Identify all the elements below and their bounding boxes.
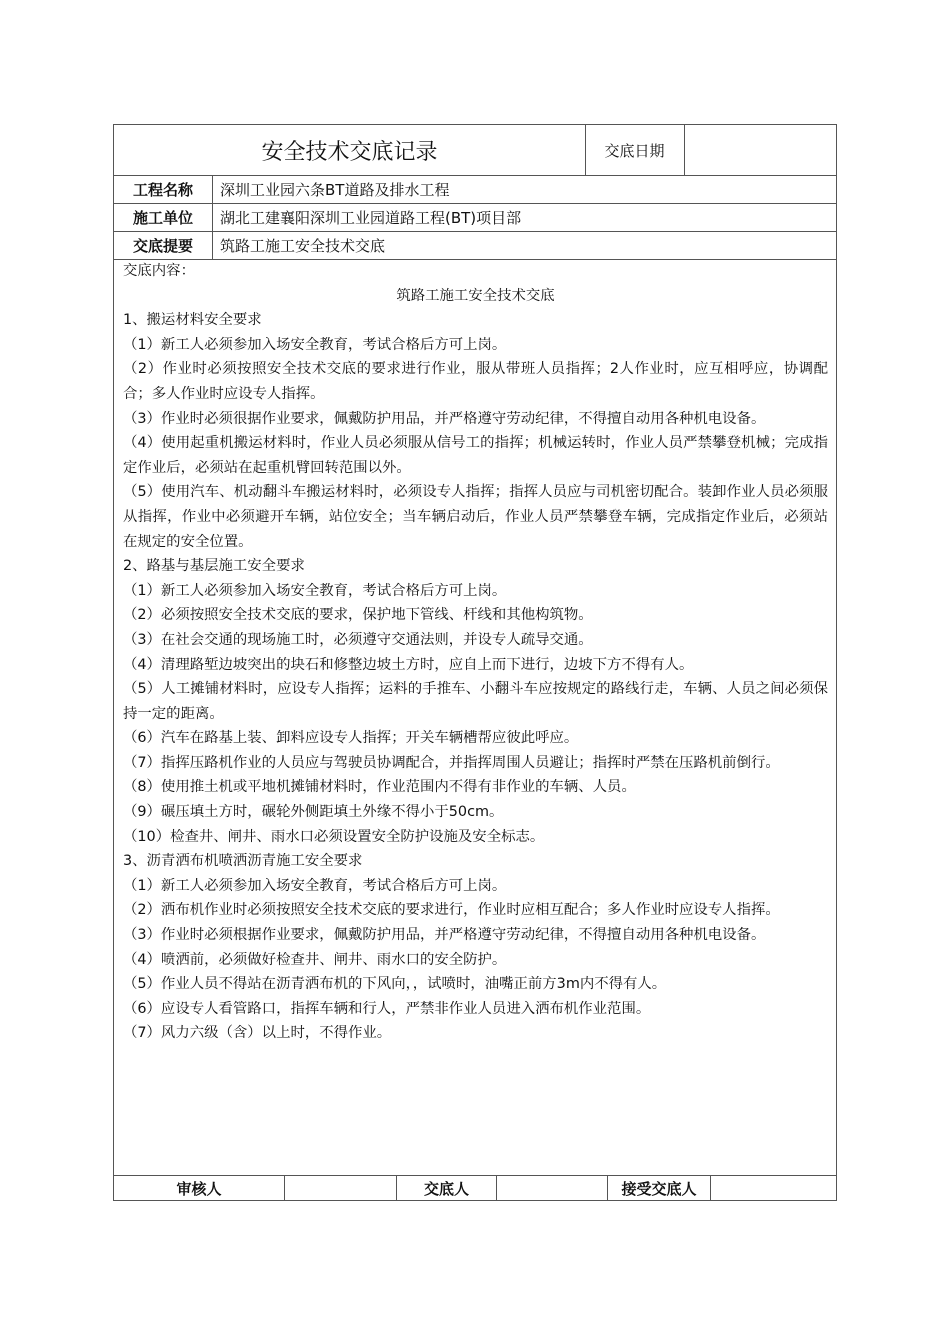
briefing-content (123, 259, 828, 1046)
list-item: （6）应设专人看管路口，指挥车辆和行人，严禁非作业人员进入洒布机作业范围。 (123, 1000, 651, 1017)
briefing-summary-label: 交底提要 (132, 236, 193, 255)
section-heading: 3、沥青洒布机喷洒沥青施工安全要求 (123, 853, 363, 870)
list-item: （5）使用汽车、机动翻斗车搬运材料时，必须设专人指挥；指挥人员应与司机密切配合。装卸作业人员必须服从指挥，作业中必须避开车辆，站位安全；当车辆启动后，作业人员严禁攀登车辆，完成指定作业后，必须站在规定的安全位置。 (123, 484, 828, 550)
list-item: （5）人工摊铺材料时，应设专人指挥；运料的手推车、小翻斗车应按规定的路线行走，车辆、人员之间必须保持一定的距离。 (123, 681, 828, 722)
date-field[interactable] (684, 125, 836, 175)
reviewer-field[interactable] (285, 1176, 396, 1201)
document-title: 安全技术交底记录 (261, 139, 438, 165)
construction-unit-value: 湖北工建襄阳深圳工业园道路工程(BT)项目部 (220, 208, 522, 227)
list-item: （7）指挥压路机作业的人员应与驾驶员协调配合，并指挥周围人员避让；指挥时严禁在压路机前倒行。 (123, 754, 780, 771)
reviewer-label: 审核人 (176, 1180, 222, 1198)
list-item: （2）必须按照安全技术交底的要求，保护地下管线、杆线和其他构筑物。 (123, 607, 593, 624)
list-item: （3）在社会交通的现场施工时，必须遵守交通法则，并设专人疏导交通。 (123, 631, 593, 648)
project-name-label: 工程名称 (132, 180, 193, 199)
list-item: （2）作业时必须按照安全技术交底的要求进行作业，服从带班人员指挥；2人作业时，应互相呼应，协调配合；多人作业时应设专人指挥。 (123, 361, 828, 402)
list-item: （5）作业人员不得站在沥青洒布机的下风向，，试喷时，油嘴正前方3m内不得有人。 (123, 976, 667, 993)
presenter-label: 交底人 (423, 1180, 469, 1198)
receiver-field[interactable] (711, 1176, 836, 1201)
divider (212, 176, 213, 259)
safety-briefing-form (113, 124, 837, 1201)
list-item: （3）作业时必须很据作业要求，佩戴防护用品，并严格遵守劳动纪律，不得擅自动用各种机电设备。 (123, 410, 766, 427)
date-label: 交底日期 (604, 141, 665, 160)
list-item: （10）检查井、闸井、雨水口必须设置安全防护设施及安全标志。 (123, 828, 545, 845)
list-item: （7）风力六级（含）以上时，不得作业。 (123, 1025, 392, 1042)
list-item: （4）使用起重机搬运材料时，作业人员必须服从信号工的指挥；机械运转时，作业人员严禁攀登机械；完成指定作业后，必须站在起重机臂回转范围以外。 (123, 435, 828, 476)
section-heading: 2、路基与基层施工安全要求 (123, 558, 305, 575)
list-item: （1）新工人必须参加入场安全教育，考试合格后方可上岗。 (123, 582, 507, 599)
list-item: （9）碾压填土方时，碾轮外侧距填土外缘不得小于50cm。 (123, 804, 504, 821)
section-heading: 1、搬运材料安全要求 (123, 312, 262, 329)
list-item: （1）新工人必须参加入场安全教育，考试合格后方可上岗。 (123, 877, 507, 894)
presenter-field[interactable] (497, 1176, 607, 1201)
list-item: （3）作业时必须根据作业要求，佩戴防护用品，并严格遵守劳动纪律，不得擅自动用各种机电设备。 (123, 927, 766, 944)
list-item: （2）洒布机作业时必须按照安全技术交底的要求进行，作业时应相互配合；多人作业时应设专人指挥。 (123, 902, 780, 919)
list-item: （4）清理路堑边坡突出的块石和修整边坡土方时，应自上而下进行，边坡下方不得有人。 (123, 656, 694, 673)
receiver-label: 接受交底人 (621, 1180, 697, 1198)
content-label: 交底内容： (123, 263, 195, 279)
list-item: （6）汽车在路基上装、卸料应设专人指挥；开关车辆槽帮应彼此呼应。 (123, 730, 579, 747)
list-item: （8）使用推土机或平地机摊铺材料时，作业范围内不得有非作业的车辆、人员。 (123, 779, 636, 796)
construction-unit-label: 施工单位 (132, 208, 193, 227)
briefing-summary-value: 筑路工施工安全技术交底 (220, 236, 386, 255)
project-name-value: 深圳工业园六条BT道路及排水工程 (220, 180, 450, 199)
list-item: （4）喷洒前，必须做好检查井、闸井、雨水口的安全防护。 (123, 951, 507, 968)
content-title: 筑路工施工安全技术交底 (396, 287, 555, 304)
list-item: （1）新工人必须参加入场安全教育，考试合格后方可上岗。 (123, 336, 507, 353)
